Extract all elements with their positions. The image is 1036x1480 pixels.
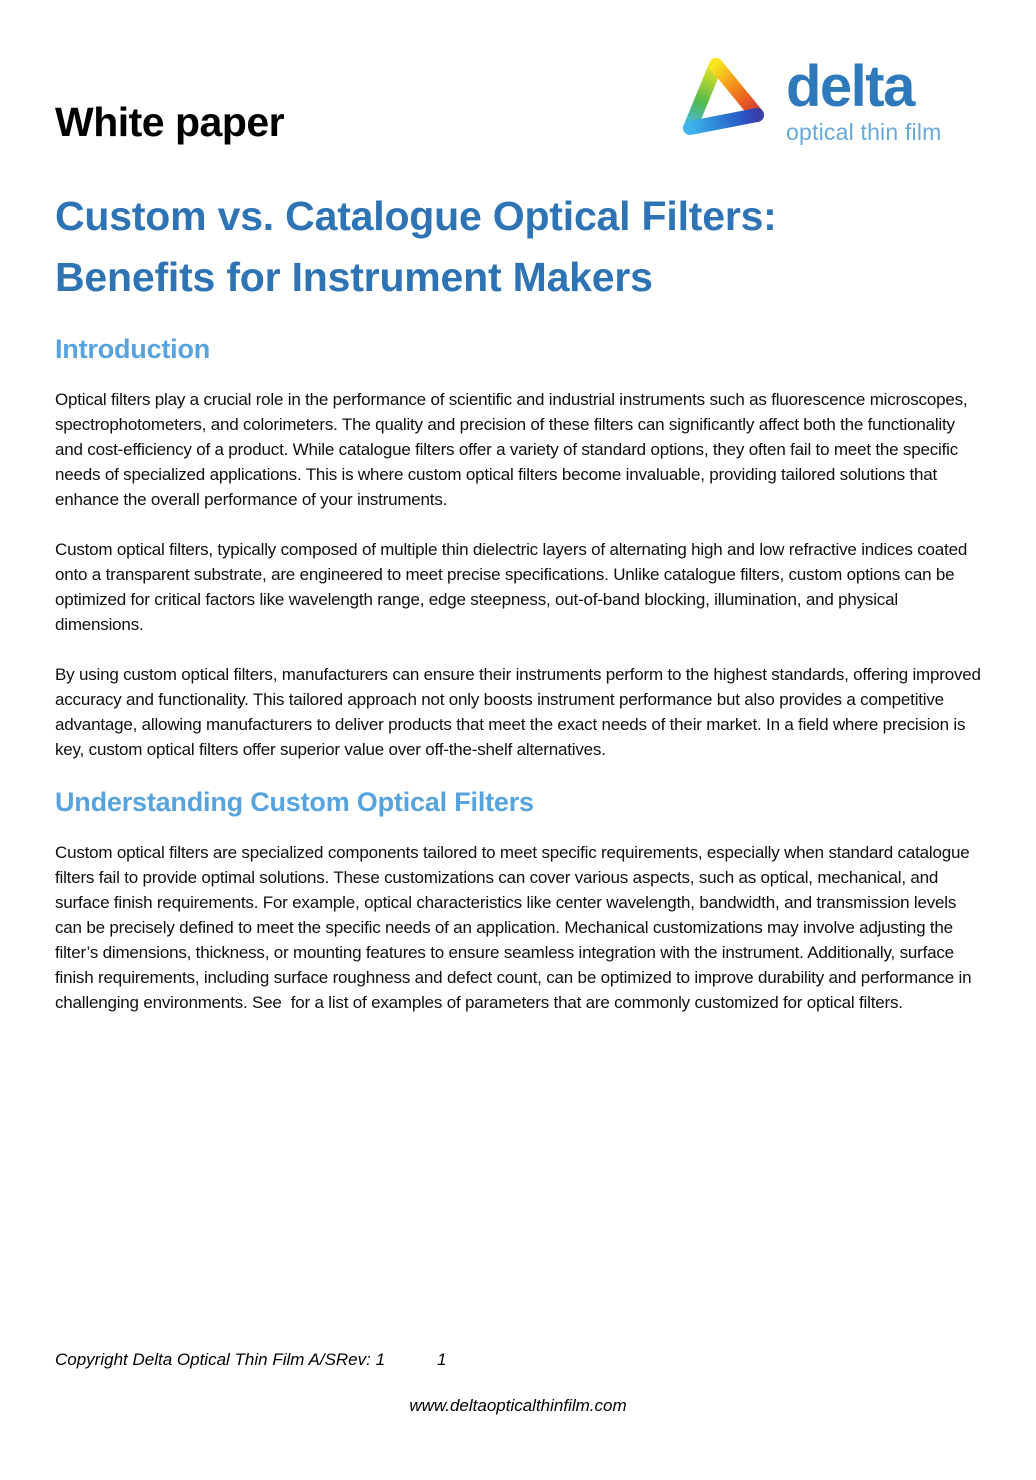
section-heading-introduction: Introduction	[55, 334, 211, 364]
whitepaper-label: White paper	[55, 99, 285, 145]
logo-brand-text: delta	[786, 54, 914, 119]
paragraph: By using custom optical filters, manufacturers can ensure their instruments perform to the highest standards, offering improved accuracy and functionality. This tailored approach not only boosts instrument performance but also provides a competitive advantage, allowing manufacturers to deliver products that meet the exact needs of their market. In a field where precision is key, custom optical filters offer superior value over off-the-shelf alternatives.	[55, 665, 986, 759]
document-body	[55, 334, 986, 1040]
logo-tagline-text: optical thin film	[786, 119, 942, 145]
footer-page-number: 1	[437, 1350, 447, 1369]
footer-website-link[interactable]: www.deltaopticalthinfilm.com	[409, 1396, 627, 1415]
paragraph: Custom optical filters, typically composed of multiple thin dielectric layers of alternating high and low refractive indices coated onto a transparent substrate, are engineered to meet precise specifications. Unlike catalogue filters, custom options can be optimized for critical factors like wavelength range, edge steepness, out-of-band blocking, illumination, and physical dimensions.	[55, 540, 972, 634]
document-title-line2: Benefits for Instrument Makers	[55, 254, 653, 300]
paragraph: Optical filters play a crucial role in the performance of scientific and industrial instruments such as fluorescence microscopes, spectrophotometers, and colorimeters. The quality and precision of these filters can significantly affect both the functionality and cost-efficiency of a product. While catalogue filters offer a variety of standard options, they often fail to meet the specific needs of specialized applications. This is where custom optical filters become invaluable, providing tailored solutions that enhance the overall performance of your instruments.	[55, 390, 972, 509]
delta-triangle-gradient-icon	[676, 52, 776, 152]
company-logo	[676, 52, 942, 152]
footer-copyright	[55, 1350, 447, 1370]
logo-text-block	[786, 54, 942, 146]
paragraph: Custom optical filters are specialized components tailored to meet specific requirements, especially when standard catalogue filters fail to provide optimal solutions. These customizations can cover various aspects, such as optical, mechanical, and surface finish requirements. For example, optical characteristics like center wavelength, bandwidth, and transmission levels can be precisely defined to meet the specific needs of an application. Mechanical customizations may involve adjusting the filter’s dimensions, thickness, or mounting features to ensure seamless integration with the instrument. Additionally, surface finish requirements, including surface roughness and defect count, can be optimized to improve durability and performance in challenging environments. See for a list of examples of parameters that are commonly customized for optical filters.	[55, 843, 976, 1012]
document-title-line1: Custom vs. Catalogue Optical Filters:	[55, 193, 777, 239]
section-heading-understanding: Understanding Custom Optical Filters	[55, 787, 534, 817]
document-title	[55, 186, 777, 308]
footer-copyright-text: Copyright Delta Optical Thin Film A/SRev: 1	[55, 1350, 386, 1369]
